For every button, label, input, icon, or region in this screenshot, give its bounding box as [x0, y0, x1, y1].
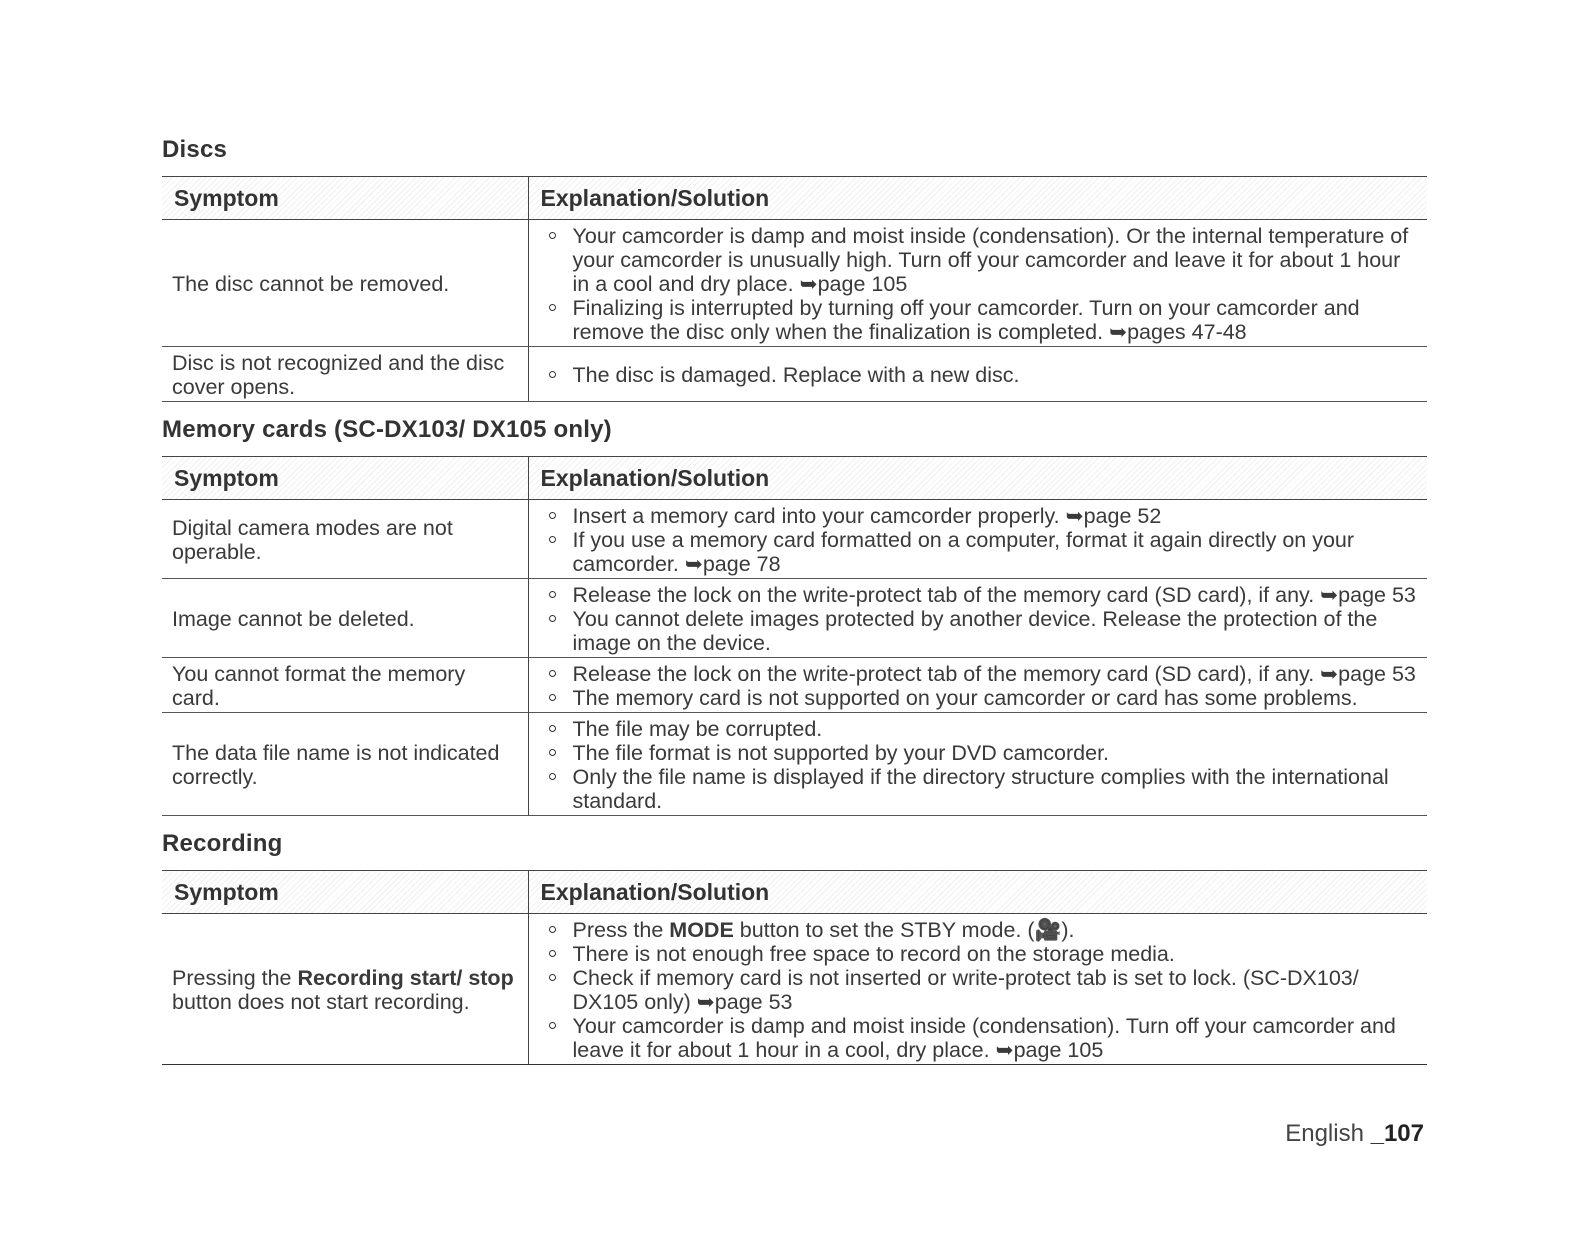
list-item: Release the lock on the write-protect tab of the memory card (SD card), if any. ➥page 53: [539, 662, 1418, 686]
bullet-icon: [549, 670, 556, 677]
symptom-cell: Image cannot be deleted.: [162, 579, 528, 658]
solution-header: Explanation/Solution: [528, 177, 1427, 220]
symptom-cell: The data file name is not indicated correctly.: [162, 713, 528, 816]
symptom-cell: Pressing the Recording start/ stop button does not start recording.: [162, 914, 528, 1065]
table-row: [162, 713, 1427, 816]
bullet-icon: [549, 536, 556, 543]
section-discs: [162, 136, 1427, 402]
table-row: [162, 579, 1427, 658]
list-item: Your camcorder is damp and moist inside (condensation). Turn off your camcorder and leave it for about 1 hour in a cool, dry place. ➥page 105: [539, 1014, 1418, 1062]
list-item: There is not enough free space to record on the storage media.: [539, 942, 1418, 966]
solution-cell: [528, 579, 1427, 658]
manual-page: [162, 136, 1427, 1079]
troubleshooting-table: [162, 870, 1427, 1065]
bullet-icon: [549, 694, 556, 701]
list-item: The memory card is not supported on your camcorder or card has some problems.: [539, 686, 1418, 710]
troubleshooting-table: [162, 176, 1427, 402]
bullet-icon: [549, 950, 556, 957]
solution-cell: [528, 347, 1427, 402]
symptom-header: Symptom: [162, 177, 528, 220]
list-item: If you use a memory card formatted on a computer, format it again directly on your camcorder. ➥page 78: [539, 528, 1418, 576]
table-header-row: [162, 457, 1427, 500]
table-row: [162, 220, 1427, 347]
section-title: Memory cards (SC-DX103/ DX105 only): [162, 416, 612, 443]
symptom-header: Symptom: [162, 457, 528, 500]
troubleshooting-table: [162, 456, 1427, 816]
bullet-icon: [549, 615, 556, 622]
solution-cell: [528, 914, 1427, 1065]
bullet-icon: [549, 371, 556, 378]
table-header-row: [162, 871, 1427, 914]
table-row: [162, 914, 1427, 1065]
list-item: The file may be corrupted.: [539, 717, 1418, 741]
mode-button-label: MODE: [669, 918, 734, 942]
list-item: The disc is damaged. Replace with a new disc.: [539, 363, 1418, 387]
solution-cell: [528, 500, 1427, 579]
list-item: Insert a memory card into your camcorder properly. ➥page 52: [539, 504, 1418, 528]
symptom-cell: Disc is not recognized and the disc cover opens.: [162, 347, 528, 402]
list-item: Your camcorder is damp and moist inside (condensation). Or the internal temperature of your camcorder is unusually high. Turn off your camcorder and leave it for about 1 hour in a cool and dry place. ➥page 105: [539, 224, 1418, 296]
solution-cell: [528, 220, 1427, 347]
bullet-icon: [549, 974, 556, 981]
table-row: [162, 500, 1427, 579]
section-title: Recording: [162, 830, 283, 857]
bullet-icon: [549, 926, 556, 933]
bullet-icon: [549, 725, 556, 732]
section-memory-cards: [162, 416, 1427, 816]
symptom-cell: Digital camera modes are not operable.: [162, 500, 528, 579]
symptom-header: Symptom: [162, 871, 528, 914]
solution-cell: [528, 658, 1427, 713]
bullet-icon: [549, 232, 556, 239]
list-item: You cannot delete images protected by another device. Release the protection of the image on the device.: [539, 607, 1418, 655]
bullet-icon: [549, 591, 556, 598]
section-recording: [162, 830, 1427, 1065]
page-footer: [1285, 1120, 1424, 1148]
recording-button-label: Recording start/ stop: [297, 966, 514, 990]
table-header-row: [162, 177, 1427, 220]
list-item: Only the file name is displayed if the directory structure complies with the international standard.: [539, 765, 1418, 813]
table-row: [162, 347, 1427, 402]
list-item: Press the MODE button to set the STBY mode. (🎥).: [539, 918, 1418, 942]
table-row: [162, 658, 1427, 713]
page-number: _107: [1370, 1120, 1424, 1147]
symptom-cell: You cannot format the memory card.: [162, 658, 528, 713]
list-item: Check if memory card is not inserted or write-protect tab is set to lock. (SC-DX103/ DX105 only) ➥page 53: [539, 966, 1418, 1014]
bullet-icon: [549, 304, 556, 311]
solution-header: Explanation/Solution: [528, 457, 1427, 500]
bullet-icon: [549, 773, 556, 780]
solution-cell: [528, 713, 1427, 816]
list-item: Release the lock on the write-protect tab of the memory card (SD card), if any. ➥page 53: [539, 583, 1418, 607]
list-item: Finalizing is interrupted by turning off your camcorder. Turn on your camcorder and remove the disc only when the finalization is completed. ➥pages 47-48: [539, 296, 1418, 344]
solution-header: Explanation/Solution: [528, 871, 1427, 914]
footer-language: English: [1285, 1120, 1371, 1147]
list-item: The file format is not supported by your DVD camcorder.: [539, 741, 1418, 765]
bullet-icon: [549, 1022, 556, 1029]
bullet-icon: [549, 512, 556, 519]
symptom-cell: The disc cannot be removed.: [162, 220, 528, 347]
section-title: Discs: [162, 136, 228, 163]
bullet-icon: [549, 749, 556, 756]
